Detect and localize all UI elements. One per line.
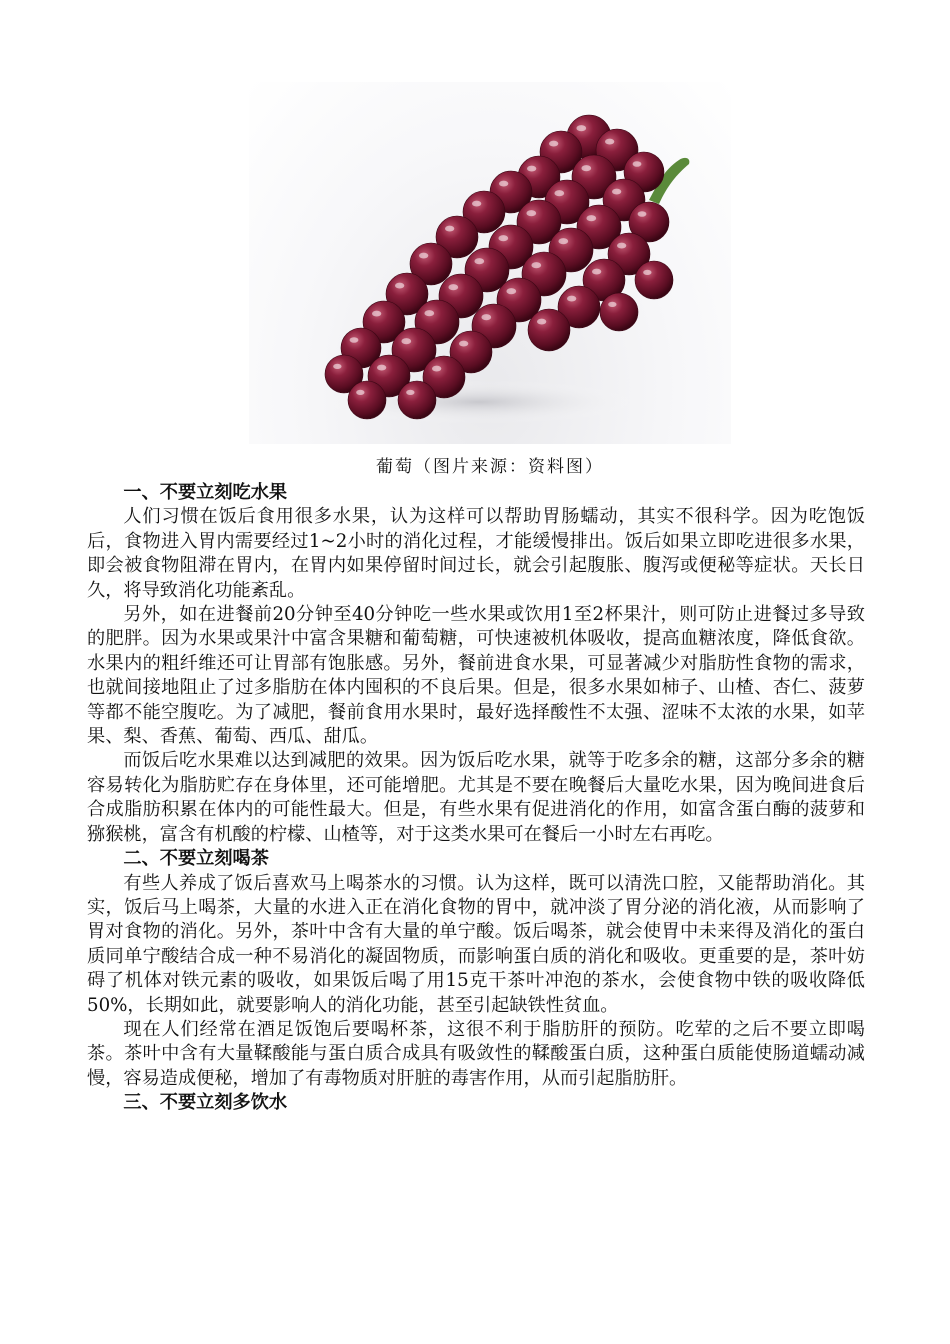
berry-highlight <box>372 311 381 317</box>
berry-highlight <box>608 302 616 307</box>
berry-highlight <box>531 262 541 268</box>
grape-berry <box>398 381 436 419</box>
berry-highlight <box>638 211 647 217</box>
berry-highlight <box>633 161 642 167</box>
berry-highlight <box>549 141 558 147</box>
berry-highlight <box>350 337 359 343</box>
berry-highlight <box>576 125 586 131</box>
berry-highlight <box>592 269 601 275</box>
berry-highlight <box>356 390 364 395</box>
berry-highlight <box>432 366 441 372</box>
section-heading-tea: 二、不要立刻喝茶 <box>123 848 269 870</box>
paragraph: 另外，如在进餐前20分钟至40分钟吃一些水果或饮用1至2杯果汁，则可防止进餐过多导致的肥胖。因为水果或果汁中富含果糖和葡萄糖，可快速被机体吸收，提高血糖浓度，降低食欲。水果内的粗纤维还可让胃部有饱胀感。另外，餐前进食水果，可显著减少对脂肪性食物的需求，也就间接地阻止了过多脂肪在体内囤积的不良后果。但是，很多水果如柿子、山楂、杏仁、菠萝等都不能空腹吃。为了减肥，餐前食用水果时，最好选择酸性不太强、涩味不太浓的水果，如苹果、梨、香蕉、葡萄、西瓜、甜瓜。 <box>87 604 865 748</box>
berry-highlight <box>567 296 576 302</box>
figure-caption: 葡萄（图片来源：资料图） <box>376 457 604 477</box>
berry-highlight <box>472 201 481 207</box>
berry-highlight <box>481 314 491 320</box>
berry-highlight <box>474 258 484 264</box>
berry-highlight <box>612 189 621 195</box>
paragraph: 有些人养成了饭后喜欢马上喝茶水的习惯。认为这样，既可以清洗口腔，又能帮助消化。其实，饭后马上喝茶，大量的水进入正在消化食物的胃中，就冲淡了胃分泌的消化液，从而影响了胃对食物的消化。另外，茶叶中含有大量的单宁酸。饭后喝茶，就会使胃中未来得及消化的蛋白质同单宁酸结合成一种不易消化的凝固物质，而影响蛋白质的消化和吸收。更重要的是，茶叶妨碍了机体对铁元素的吸收，如果饭后喝了用15克干茶叶冲泡的茶水，会使食物中铁的吸收降低50%，长期如此，就要影响人的消化功能，甚至引起缺铁性贫血。 <box>87 872 865 1016</box>
grape-bunch-image <box>249 82 731 444</box>
paragraph: 现在人们经常在酒足饭饱后要喝杯茶，这很不利于脂肪肝的预防。吃荤的之后不要立即喝茶。茶叶中含有大量鞣酸能与蛋白质合成具有吸敛性的鞣酸蛋白质，这种蛋白质能使肠道蠕动减慢，容易造成便秘，增加了有毒物质对肝脏的毒害作用，从而引起脂肪肝。 <box>87 1018 865 1089</box>
berry-highlight <box>401 338 411 344</box>
article-body <box>87 481 865 1116</box>
berry-highlight <box>617 243 626 249</box>
berry-highlight <box>333 364 341 369</box>
grape-berry <box>348 381 386 419</box>
berry-highlight <box>558 238 568 244</box>
berry-highlight <box>527 166 536 172</box>
berry-highlight <box>537 319 546 325</box>
berry-highlight <box>498 235 508 241</box>
berry-highlight <box>377 365 386 371</box>
grape-berries <box>325 115 673 419</box>
section-heading-water: 三、不要立刻多饮水 <box>123 1092 288 1114</box>
berry-highlight <box>586 215 596 221</box>
berry-highlight <box>581 165 591 171</box>
berry-highlight <box>526 210 536 216</box>
grape-berry <box>528 309 570 351</box>
berry-highlight <box>445 226 454 232</box>
paragraph: 而饭后吃水果难以达到减肥的效果。因为饭后吃水果，就等于吃多余的糖，这部分多余的糖容易转化为脂肪贮存在身体里，还可能增肥。尤其是不要在晚餐后大量吃水果，因为晚间进食后合成脂肪积累在体内的可能性最大。但是，有些水果有促进消化的作用，如富含蛋白酶的菠萝和猕猴桃，富含有机酸的柠檬、山楂等，对于这类水果可在餐后一小时左右再吃。 <box>87 750 865 845</box>
section-heading-fruit: 一、不要立刻吃水果 <box>123 482 288 503</box>
paragraph: 人们习惯在饭后食用很多水果，认为这样可以帮助胃肠蠕动，其实不很科学。因为吃饱饭后，食物进入胃内需要经过1~2小时的消化过程，才能缓慢排出。饭后如果立即吃进很多水果，即会被食物阻滞在胃内，在胃内如果停留时间过长，就会引起腹胀、腹泻或便秘等症状。天长日久，将导致消化功能紊乱。 <box>87 506 865 601</box>
grape-berry <box>600 293 638 331</box>
berry-highlight <box>424 310 434 316</box>
berry-highlight <box>406 390 414 395</box>
berry-highlight <box>506 288 516 294</box>
grape-berry <box>635 261 673 299</box>
berry-highlight <box>554 190 564 196</box>
grape-photo <box>249 82 731 444</box>
berry-highlight <box>419 253 428 259</box>
berry-highlight <box>643 270 651 275</box>
berry-highlight <box>395 283 404 289</box>
berry-highlight <box>605 139 614 145</box>
berry-highlight <box>499 181 508 187</box>
berry-highlight <box>459 341 468 347</box>
berry-highlight <box>448 284 458 290</box>
